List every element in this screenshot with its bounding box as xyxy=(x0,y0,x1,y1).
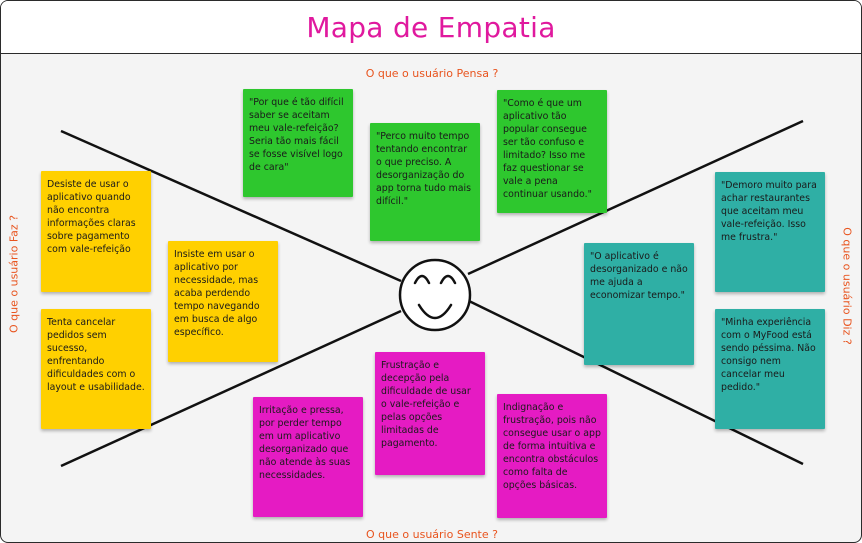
page-title: Mapa de Empatia xyxy=(306,10,556,44)
sticky-note-does-2[interactable]: Tenta cancelar pedidos sem sucesso, enfrentando dificuldades com o layout e usabilidade. xyxy=(41,309,151,429)
sticky-note-feels-1[interactable]: Irritação e pressa, por perder tempo em um aplicativo desorganizado que não atende às suas necessidades. xyxy=(253,397,363,517)
sticky-note-says-2[interactable]: "Demoro muito para achar restaurantes que aceitam meu vale-refeição. Isso me frustra." xyxy=(715,172,825,292)
sticky-note-thinks-2[interactable]: "Perco muito tempo tentando encontrar o que preciso. A desorganização do app torna tudo mais difícil." xyxy=(370,123,480,241)
section-label-says: O que o usuário Diz ? xyxy=(840,227,854,345)
sticky-note-says-1[interactable]: "O aplicativo é desorganizado e não me ajuda a economizar tempo." xyxy=(584,243,694,365)
section-label-does: O que o usuário Faz ? xyxy=(7,215,21,333)
section-label-thinks: O que o usuário Pensa ? xyxy=(365,67,499,80)
sticky-note-thinks-3[interactable]: "Como é que um aplicativo tão popular consegue ser tão confuso e limitado? Isso me faz questionar se vale a pena continuar usando." xyxy=(497,90,607,213)
sticky-note-feels-2[interactable]: Frustração e decepção pela dificuldade de usar o vale-refeição e pelas opções limitadas de pagamento. xyxy=(375,352,485,475)
sticky-note-feels-3[interactable]: Indignação e frustração, pois não consegue usar o app de forma intuitiva e encontra obstáculos como falta de opções básicas. xyxy=(497,394,607,518)
sticky-note-does-1[interactable]: Desiste de usar o aplicativo quando não encontra informações claras sobre pagamento com vale-refeição xyxy=(41,171,151,292)
section-label-feels: O que o usuário Sente ? xyxy=(366,528,498,541)
sticky-note-says-3[interactable]: "Minha experiência com o MyFood está sendo péssima. Não consigo nem cancelar meu pedido." xyxy=(715,309,825,429)
smiley-face-icon xyxy=(400,260,470,330)
sticky-note-thinks-1[interactable]: "Por que é tão difícil saber se aceitam meu vale-refeição? Seria tão mais fácil se fosse visível logo de cara" xyxy=(243,89,353,197)
sticky-note-does-3[interactable]: Insiste em usar o aplicativo por necessidade, mas acaba perdendo tempo navegando em busca de algo específico. xyxy=(168,241,278,362)
